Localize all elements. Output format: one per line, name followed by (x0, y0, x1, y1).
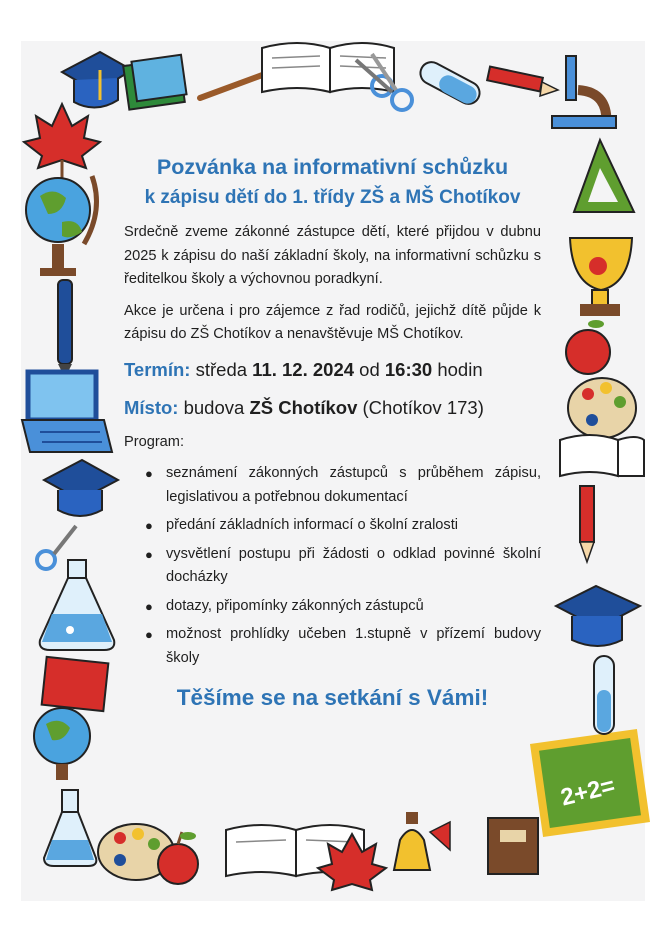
termin-unit: hodin (437, 358, 483, 380)
misto-label: Místo: (124, 396, 179, 418)
list-item (124, 543, 541, 590)
list-item (124, 462, 541, 509)
open-book-icon (262, 43, 394, 92)
program-list (124, 462, 541, 670)
apple-icon (566, 320, 610, 374)
school-bell-icon (394, 812, 450, 870)
ruler-icon (574, 140, 634, 212)
program-label: Program: (124, 433, 185, 450)
book-icon (123, 55, 186, 110)
trophy-icon (570, 238, 632, 316)
list-item (124, 595, 541, 619)
flask-icon (44, 790, 96, 866)
test-tube-icon (594, 656, 614, 734)
list-item-text: dotazy, připomínky zákonných zástupců (166, 597, 424, 614)
graduation-cap-icon (556, 586, 640, 646)
misto-prefix: budova (183, 396, 245, 418)
graduation-cap-icon (62, 52, 132, 108)
globe-icon (26, 176, 97, 276)
termin-time: 16:30 (384, 358, 433, 380)
termin-line (124, 355, 541, 385)
misto-address: (Chotíkov 173) (362, 396, 484, 418)
page-title: Pozvánka na informativní schůzku (156, 155, 509, 179)
pen-icon (58, 280, 72, 378)
list-item-text: možnost prohlídky učeben 1.stupně v přízemí budovy školy (166, 626, 541, 666)
laptop-icon (22, 372, 112, 452)
brown-book-icon (488, 818, 538, 874)
list-item-text: seznámení zákonných zástupců s průběhem zápisu, legislativou a potřebnou dokumentací (166, 465, 541, 505)
eligibility-paragraph: Akce je určena i pro zájemce z řad rodičů, jejichž dítě půjde k zápisu do ZŠ Chotíkov a nenavštěvuje MŠ Chotíkov. (124, 302, 541, 342)
bullet-icon: ● (145, 598, 153, 614)
termin-day: středa (195, 358, 248, 380)
intro-paragraph: Srdečně zveme zákonné zástupce dětí, které přijdou v dubnu 2025 k zápisu do naší základní školy, na informativní schůzku s ředitelkou školy a výchovnou poradkyní. (124, 224, 541, 287)
invitation-content (124, 152, 541, 714)
list-item-text: vysvětlení postupu při žádosti o odklad povinné školní docházky (166, 545, 541, 585)
bullet-icon: ● (145, 627, 153, 642)
chalkboard-text: 2+2= (558, 772, 618, 812)
list-item (124, 623, 541, 670)
globe-icon (34, 708, 90, 780)
bullet-icon: ● (145, 546, 153, 562)
misto-name: ZŠ Chotíkov (249, 396, 358, 418)
red-book-icon (42, 657, 109, 711)
chalkboard-icon (535, 733, 646, 832)
termin-date: 11. 12. 2024 (252, 358, 355, 380)
pencil-icon (487, 67, 558, 96)
list-item-text: předání základních informací o školní zralosti (166, 517, 459, 533)
pencil-icon (580, 486, 594, 562)
microscope-icon (552, 56, 616, 128)
paint-palette-icon (568, 378, 636, 438)
page-subtitle: k zápisu dětí do 1. třídy ZŠ a MŠ Chotíkov (144, 187, 521, 208)
bullet-icon: ● (145, 466, 153, 481)
bullet-icon: ● (145, 518, 153, 533)
misto-line (124, 393, 541, 423)
list-item (124, 514, 541, 538)
termin-label: Termín: (124, 358, 191, 380)
open-book-icon (560, 435, 644, 476)
flask-icon (40, 560, 115, 650)
termin-at: od (359, 358, 380, 380)
test-tube-icon (417, 58, 484, 107)
graduation-cap-icon (44, 460, 118, 516)
closing-line: Těšíme se na setkání s Vámi! (176, 685, 489, 710)
maple-leaf-icon (24, 104, 100, 178)
